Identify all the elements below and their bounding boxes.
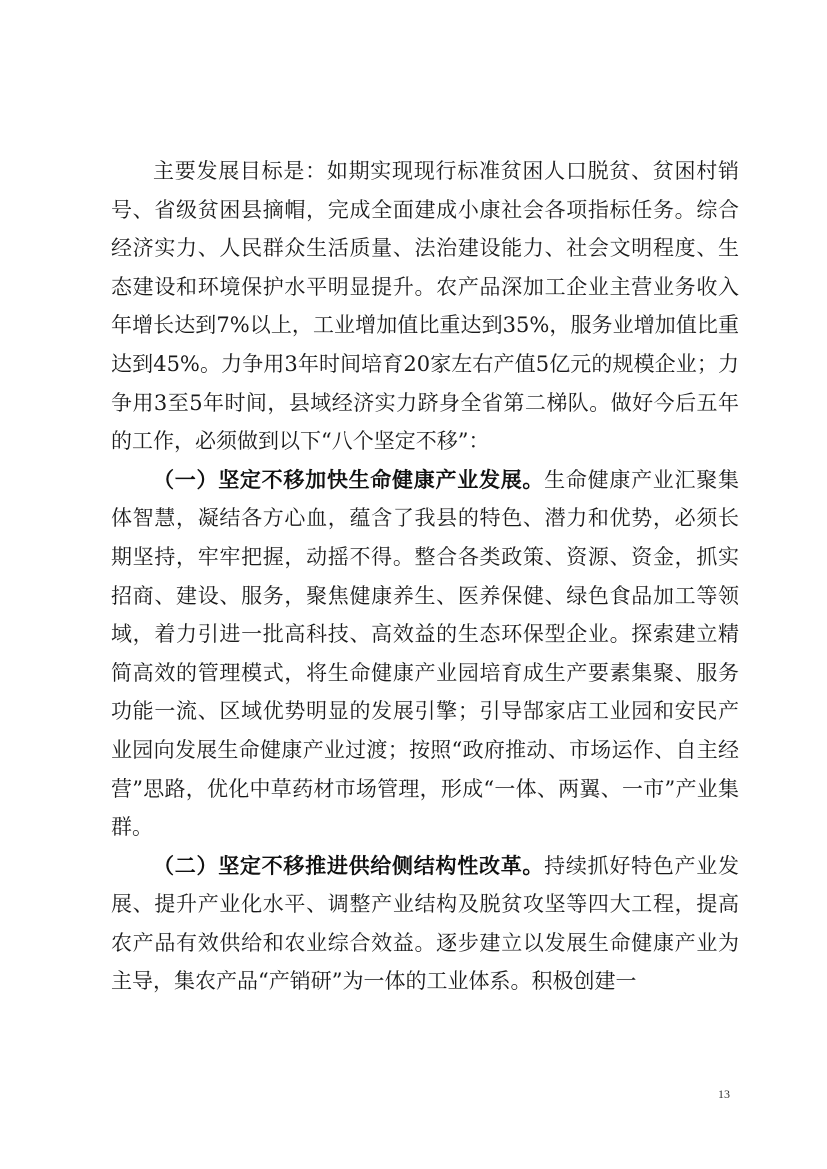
section-heading-2: （二）坚定不移推进供给侧结构性改革。 <box>153 853 545 878</box>
document-body <box>111 152 739 1001</box>
paragraph-supply-side-text: 持续抓好特色产业发展、提升产业化水平、调整产业结构及脱贫攻坚等四大工程，提高农产品有效供给和农业综合效益。逐步建立以发展生命健康产业为主导，集农产品“产销研”为一体的工业体系。积极创建一 <box>111 853 740 994</box>
paragraph-life-health <box>111 461 739 847</box>
paragraph-supply-side <box>111 847 739 1001</box>
section-heading-1: （一）坚定不移加快生命健康产业发展。 <box>153 467 545 492</box>
paragraph-goals-text: 主要发展目标是：如期实现现行标准贫困人口脱贫、贫困村销号、省级贫困县摘帽，完成全面建成小康社会各项指标任务。综合经济实力、人民群众生活质量、法治建设能力、社会文明程度、生态建设和环境保护水平明显提升。农产品深加工企业主营业务收入年增长达到7%以上，工业增加值比重达到35%，服务业增加值比重达到45%。力争用3年时间培育20家左右产值5亿元的规模企业；力争用3至5年时间，县域经济实力跻身全省第二梯队。做好今后五年的工作，必须做到以下“八个坚定不移”： <box>111 159 739 454</box>
paragraph-life-health-text: 生命健康产业汇聚集体智慧，凝结各方心血，蕴含了我县的特色、潜力和优势，必须长期坚持，牢牢把握，动摇不得。整合各类政策、资源、资金，抓实招商、建设、服务，聚焦健康养生、医养保健、绿色食品加工等领域，着力引进一批高科技、高效益的生态环保型企业。探索建立精简高效的管理模式，将生命健康产业园培育成生产要素集聚、服务功能一流、区域优势明显的发展引擎；引导郜家店工业园和安民产业园向发展生命健康产业过渡；按照“政府推动、市场运作、自主经营”思路，优化中草药材市场管理，形成“一体、两翼、一市”产业集群。 <box>111 467 740 840</box>
page-number: 13 <box>718 1087 730 1101</box>
paragraph-goals <box>111 152 739 461</box>
